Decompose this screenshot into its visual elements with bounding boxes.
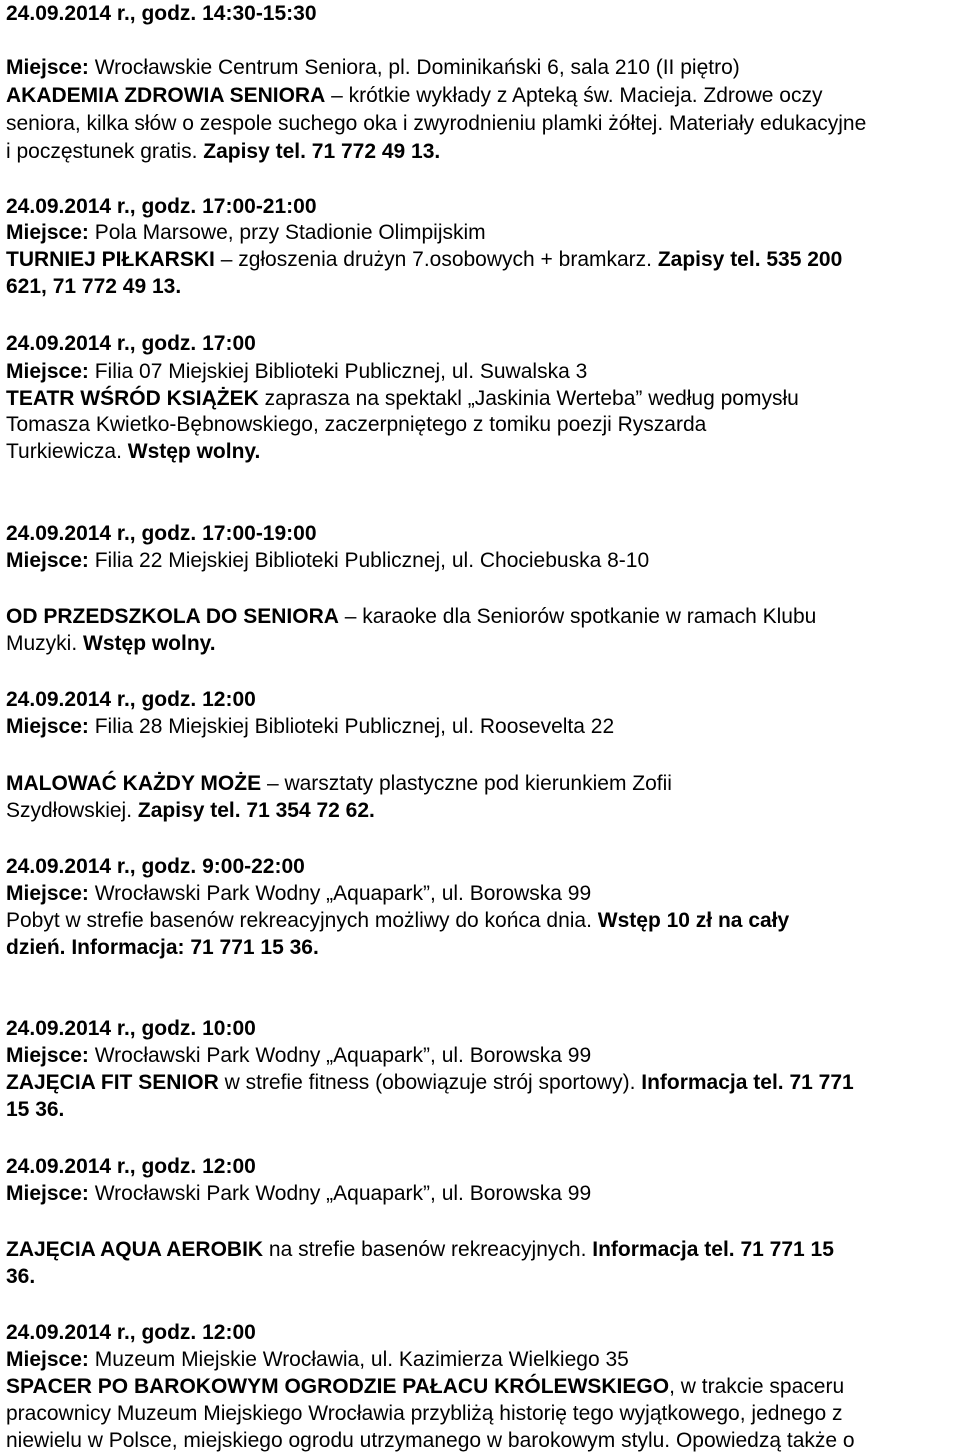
bold-text: 24.09.2014 r., godz. 17:00-21:00 (6, 195, 317, 218)
text: na strefie basenów rekreacyjnych. (263, 1238, 593, 1261)
text: – karaoke dla Seniorów spotkanie w ramach Klubu (338, 605, 817, 628)
text: Pola Marsowe, przy Stadionie Olimpijskim (88, 221, 486, 244)
bold-text: Wstęp wolny. (83, 632, 216, 655)
bold-text: 24.09.2014 r., godz. 12:00 (6, 1321, 256, 1344)
event-text-line (6, 907, 789, 935)
event-text-line (6, 603, 816, 631)
bold-text: OD PRZEDSZKOLA DO SENIORA (6, 605, 339, 628)
event-date-line (6, 853, 305, 881)
bold-text: Miejsce: (6, 1182, 89, 1205)
bold-text: Zapisy tel. 71 354 72 62. (137, 799, 375, 822)
text: Filia 28 Miejskiej Biblioteki Publicznej, ul. Roosevelta 22 (88, 715, 615, 738)
bold-text: ZAJĘCIA AQUA AEROBIK (6, 1238, 264, 1261)
text: zaprasza na spektakl „Jaskinia Werteba” według pomysłu (258, 387, 799, 410)
bold-text: Miejsce: (6, 715, 89, 738)
event-text-line (6, 82, 822, 110)
event-text-line (6, 934, 319, 962)
event-text-line (6, 1236, 834, 1264)
bold-text: 15 36. (6, 1098, 65, 1121)
text: Turkiewicza. (6, 440, 128, 463)
bold-text: 24.09.2014 r., godz. 10:00 (6, 1017, 256, 1040)
bold-text: Miejsce: (6, 56, 89, 79)
text: – zgłoszenia drużyn 7.osobowych + bramkarz. (214, 248, 658, 271)
bold-text: 24.09.2014 r., godz. 17:00 (6, 332, 256, 355)
event-text-line (6, 797, 375, 825)
bold-text: TURNIEJ PIŁKARSKI (6, 248, 215, 271)
event-date-line (6, 193, 317, 221)
bold-text: Zapisy tel. 535 200 (657, 248, 843, 271)
event-date-line (6, 330, 256, 358)
bold-text: Miejsce: (6, 549, 89, 572)
event-date-line (6, 1015, 256, 1043)
text: Wrocławski Park Wodny „Aquapark”, ul. Borowska 99 (88, 1182, 592, 1205)
bold-text: SPACER PO BAROKOWYM OGRODZIE PAŁACU KRÓLEWSKIEGO (6, 1375, 670, 1398)
text: Wrocławski Park Wodny „Aquapark”, ul. Borowska 99 (88, 882, 592, 905)
text: Pobyt w strefie basenów rekreacyjnych możliwy do końca dnia. (6, 909, 598, 932)
bold-text: Wstęp wolny. (127, 440, 261, 463)
event-text-line (6, 1400, 842, 1428)
event-date-line (6, 1153, 256, 1181)
event-text-line (6, 1069, 854, 1097)
bold-text: 24.09.2014 r., godz. 12:00 (6, 688, 256, 711)
text: – krótkie wykłady z Apteką św. Macieja. Zdrowe oczy (325, 84, 823, 107)
text: Wrocławski Park Wodny „Aquapark”, ul. Borowska 99 (88, 1044, 592, 1067)
event-date-line (6, 1319, 256, 1347)
text: – warsztaty plastyczne pod kierunkiem Zofii (261, 772, 672, 795)
bold-text: Miejsce: (6, 1044, 89, 1067)
bold-text: 621, 71 772 49 13. (6, 275, 182, 298)
event-text-line (6, 547, 649, 575)
text: Muzeum Miejskie Wrocławia, ul. Kazimierza Wielkiego 35 (88, 1348, 629, 1371)
text: Filia 22 Miejskiej Biblioteki Publicznej, ul. Chociebuska 8-10 (88, 549, 650, 572)
text: i poczęstunek gratis. (6, 140, 204, 163)
event-text-line (6, 385, 799, 413)
bold-text: 36. (6, 1265, 36, 1288)
text: Szydłowskiej. (6, 799, 138, 822)
bold-text: 24.09.2014 r., godz. 17:00-19:00 (6, 522, 317, 545)
event-text-line (6, 880, 591, 908)
event-text-line (6, 110, 866, 138)
text: , w trakcie spaceru (669, 1375, 845, 1398)
event-text-line (6, 1180, 591, 1208)
bold-text: Zapisy tel. 71 772 49 13. (203, 140, 441, 163)
bold-text: MALOWAĆ KAŻDY MOŻE (6, 772, 262, 795)
text: Filia 07 Miejskiej Biblioteki Publicznej, ul. Suwalska 3 (88, 360, 588, 383)
event-text-line (6, 1096, 64, 1124)
event-text-line (6, 54, 740, 82)
text: w strefie fitness (obowiązuje strój sportowy). (218, 1071, 642, 1094)
bold-text: AKADEMIA ZDROWIA SENIORA (6, 84, 326, 107)
event-text-line (6, 358, 587, 386)
event-text-line (6, 219, 486, 247)
event-text-line (6, 1427, 855, 1455)
text: Tomasza Kwietko-Bębnowskiego, zaczerpniętego z tomiku poezji Ryszarda (6, 413, 707, 436)
bold-text: dzień. Informacja: 71 771 15 36. (6, 936, 319, 959)
bold-text: Miejsce: (6, 360, 89, 383)
event-text-line (6, 1263, 35, 1291)
event-text-line (6, 273, 181, 301)
bold-text: Miejsce: (6, 221, 89, 244)
text: pracownicy Muzeum Miejskiego Wrocławia przybliżą historię tego wyjątkowego, jednego z (6, 1402, 843, 1425)
bold-text: Wstęp 10 zł na cały (597, 909, 790, 932)
bold-text: Miejsce: (6, 1348, 89, 1371)
event-text-line (6, 138, 440, 166)
event-date-line (6, 0, 317, 28)
text: niewielu w Polsce, miejskiego ogrodu utrzymanego w barokowym stylu. Opowiedzą także o (6, 1429, 855, 1452)
text: Muzyki. (6, 632, 84, 655)
event-text-line (6, 411, 706, 439)
bold-text: Informacja tel. 71 771 (641, 1071, 854, 1094)
bold-text: ZAJĘCIA FIT SENIOR (6, 1071, 219, 1094)
event-text-line (6, 1346, 629, 1374)
event-text-line (6, 630, 216, 658)
event-text-line (6, 1373, 844, 1401)
bold-text: TEATR WŚRÓD KSIĄŻEK (6, 387, 259, 410)
text: seniora, kilka słów o zespole suchego oka i zwyrodnieniu plamki żółtej. Materiały edukacyjne (6, 112, 867, 135)
bold-text: 24.09.2014 r., godz. 14:30-15:30 (6, 2, 317, 25)
bold-text: Informacja tel. 71 771 15 (592, 1238, 834, 1261)
event-text-line (6, 770, 672, 798)
event-date-line (6, 520, 317, 548)
event-text-line (6, 246, 842, 274)
bold-text: 24.09.2014 r., godz. 12:00 (6, 1155, 256, 1178)
bold-text: 24.09.2014 r., godz. 9:00-22:00 (6, 855, 305, 878)
event-text-line (6, 1042, 591, 1070)
event-text-line (6, 713, 614, 741)
event-date-line (6, 686, 256, 714)
text: Wrocławskie Centrum Seniora, pl. Dominikański 6, sala 210 (II piętro) (88, 56, 740, 79)
bold-text: Miejsce: (6, 882, 89, 905)
event-text-line (6, 438, 260, 466)
